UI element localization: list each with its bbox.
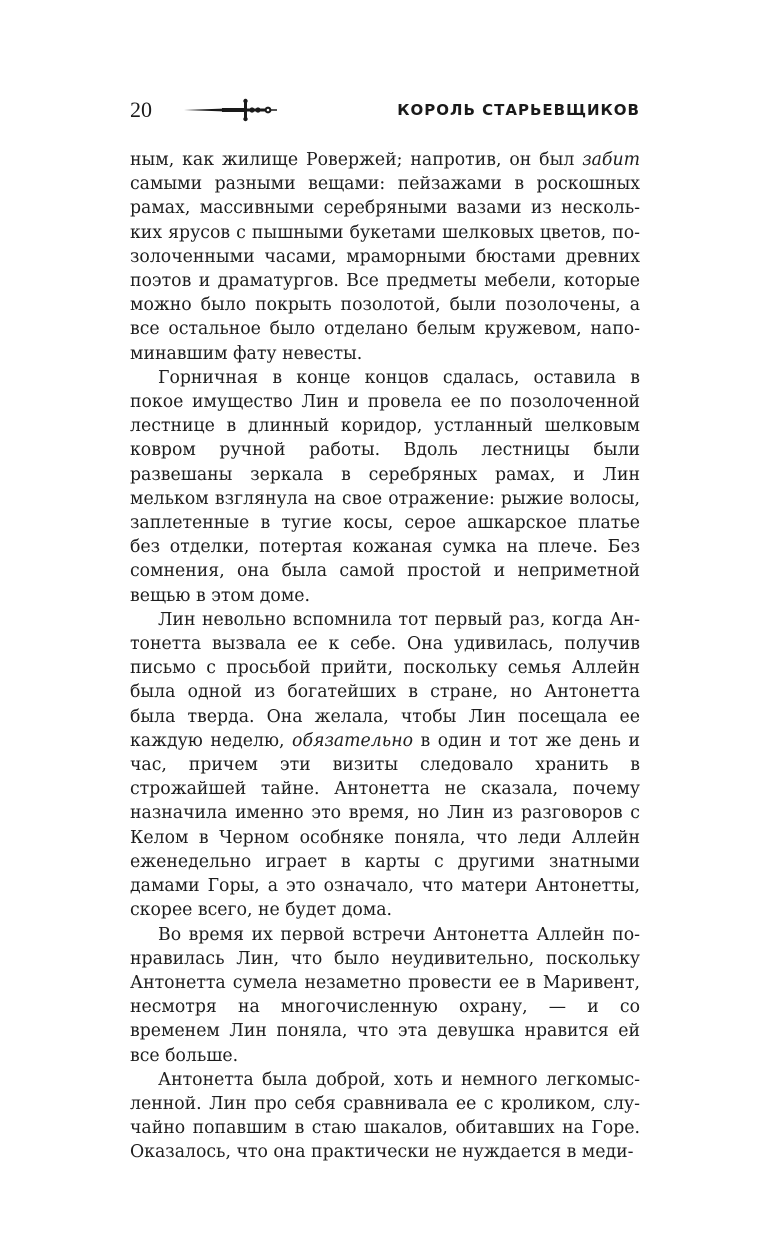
dagger-ornament-icon — [182, 98, 278, 122]
paragraph — [130, 608, 640, 923]
paragraph-text: ным, как жилище Ровержей; напротив, он был — [130, 150, 583, 170]
paragraph-text: Горничная в конце концов сдалась, оставила в покое имущество Лин и провела ее по позолоченной лестнице в длинный коридор, устланный шелковым ковром ручной работы. Вдоль лестницы были развешаны зеркала в серебряных рамах, и Лин мельком взглянула на свое отражение: рыжие волосы, заплетенные в тугие косы, серое ашкарское платье без отделки, потертая кожаная сумка на плече. Без сомнения, она была самой простой и неприметной вещью в этом доме. — [130, 367, 640, 606]
italic-text: обязательно — [292, 730, 413, 751]
paragraph-text: в один и тот же день и час, причем эти визиты следовало хранить в строжайшей тайне. Антонетта не сказала, почему назначила именно это время, но Лин из разговоров с Келом в Черном особняке поняла, что леди Аллейн еженедельно играет в карты с другими знатными дамами Горы, а это означало, что матери Антонетты, скорее всего, не будет дома. — [130, 730, 640, 921]
italic-text: забит — [582, 150, 640, 170]
body-text — [130, 148, 640, 1165]
paragraph-text: Лин невольно вспомнила тот первый раз, когда Антонетта вызвала ее к себе. Она удивилась, получив письмо с просьбой прийти, поскольку семья Аллейн была одной из богатейших в стране, но Антонетта была тверда. Она желала, чтобы Лин посещала ее каждую неделю, — [130, 609, 640, 751]
paragraph — [130, 923, 640, 1068]
paragraph — [130, 148, 640, 366]
paragraph — [130, 1068, 640, 1165]
paragraph-text: самыми разными вещами: пейзажами в роскошных рамах, массивными серебряными вазами из нескольких ярусов с пышными букетами шелковых цветов, позолоченными часами, мраморными бюстами древних поэтов и драматургов. Все предметы мебели, которые можно было покрыть позолотой, были позолочены, а все остальное было отделано белым кружевом, напоминавшим фату невесты. — [130, 174, 640, 364]
paragraph-text: Во время их первой встречи Антонетта Аллейн понравилась Лин, что было неудивительно, поскольку Антонетта сумела незаметно провести ее в Маривент, несмотря на многочисленную охрану, — и со временем Лин поняла, что эта девушка нравится ей все больше. — [130, 924, 640, 1066]
paragraph — [130, 366, 640, 608]
page-number: 20 — [130, 97, 152, 122]
page-header — [130, 96, 640, 126]
running-title: КОРОЛЬ СТАРЬЕВЩИКОВ — [397, 101, 640, 119]
paragraph-text: Антонетта была доброй, хоть и немного легкомысленной. Лин про себя сравнивала ее с кроликом, случайно попавшим в стаю шакалов, обитавших на Горе. Оказалось, что она практически не нуждается в меди- — [130, 1069, 640, 1163]
